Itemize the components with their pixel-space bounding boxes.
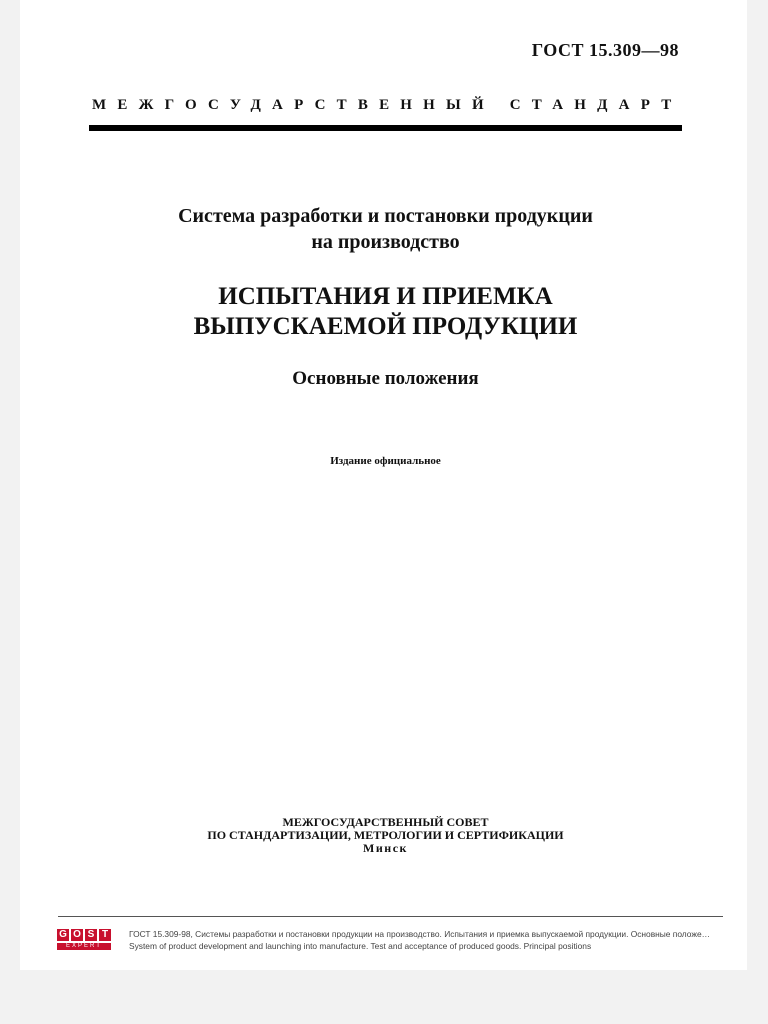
- main-title: [89, 282, 682, 342]
- gost-expert-logo[interactable]: [57, 929, 111, 951]
- document-code: ГОСТ 15.309—98: [531, 40, 679, 60]
- edition-note: Издание официальное: [330, 455, 441, 467]
- document-subtitle: Основные положения: [292, 368, 479, 389]
- document-page: [20, 0, 747, 970]
- publisher-line-1: МЕЖГОСУДАРСТВЕННЫЙ СОВЕТ: [282, 815, 489, 829]
- footer-divider: [58, 916, 723, 917]
- main-title-line-2: ВЫПУСКАЕМОЙ ПРОДУКЦИИ: [193, 313, 578, 340]
- logo-letter-t: T: [99, 929, 111, 941]
- footer-line-en: System of product development and launching into manufacture. Test and acceptance of produced goods. Principal positions: [129, 941, 592, 951]
- main-title-line-1: ИСПЫТАНИЯ И ПРИЕМКА: [218, 283, 553, 310]
- series-title-line-1: Система разработки и постановки продукции: [178, 205, 593, 227]
- standard-type-heading: МЕЖГОСУДАРСТВЕННЫЙ СТАНДАРТ: [92, 97, 683, 113]
- publisher-block: [89, 816, 682, 855]
- footer-description: [129, 928, 768, 952]
- logo-subtitle: EXPERT: [57, 943, 111, 950]
- title-divider: [89, 125, 682, 131]
- logo-letter-s: S: [85, 929, 97, 941]
- series-title-line-2: на производство: [311, 231, 460, 253]
- publisher-city: Минск: [363, 841, 408, 855]
- series-title: [89, 203, 682, 255]
- logo-letter-o: O: [71, 929, 83, 941]
- logo-letter-g: G: [57, 929, 69, 941]
- logo-letters: [57, 929, 111, 941]
- footer-line-ru: ГОСТ 15.309-98, Системы разработки и постановки продукции на производство. Испытания и приемка выпускаемой продукции. Основные положе…: [129, 929, 710, 939]
- publisher-line-2: ПО СТАНДАРТИЗАЦИИ, МЕТРОЛОГИИ И СЕРТИФИКАЦИИ: [207, 828, 564, 842]
